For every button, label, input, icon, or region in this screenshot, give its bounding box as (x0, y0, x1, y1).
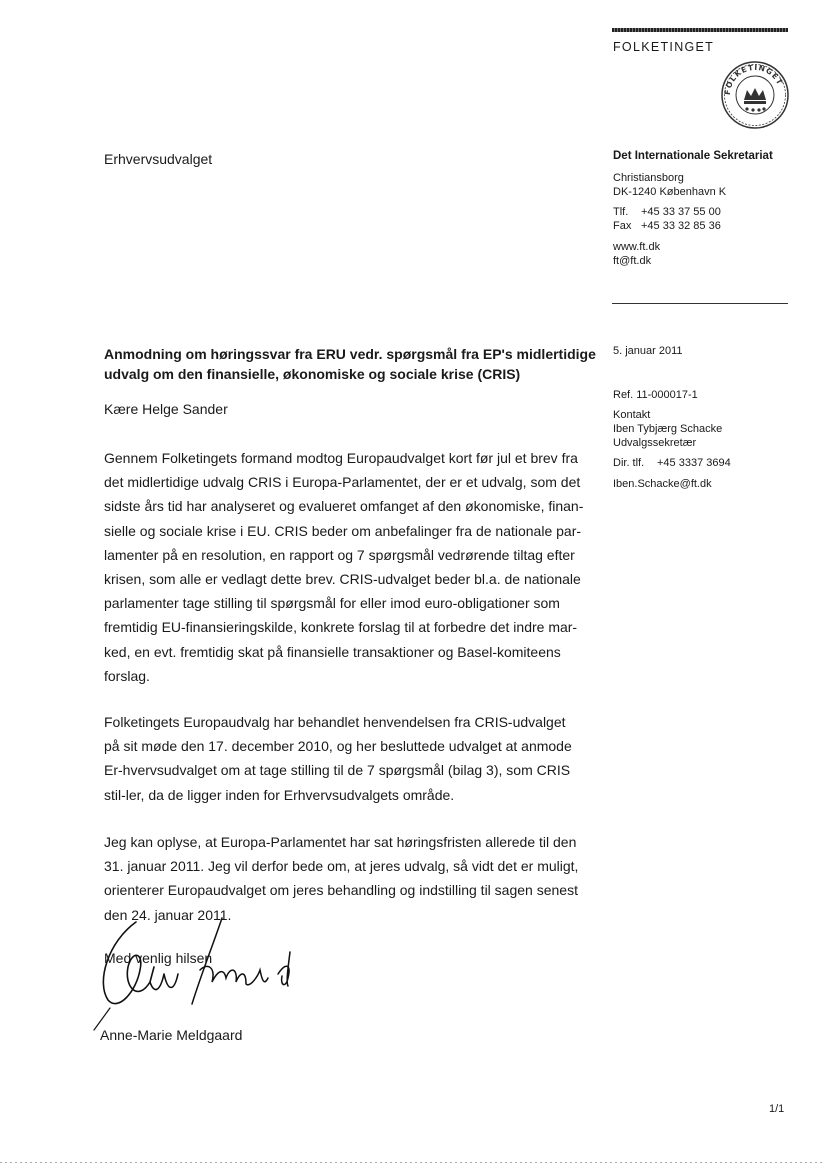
sender-address (613, 171, 726, 199)
letterhead-bar (612, 28, 788, 32)
contact-email: Iben.Schacke@ft.dk (613, 478, 712, 490)
fax-number: +45 33 32 85 36 (641, 220, 721, 232)
contact-title: Udvalgssekretær (613, 437, 697, 449)
svg-text:FOLKETINGET (723, 63, 785, 95)
contact-name: Iben Tybjærg Schacke (613, 423, 723, 435)
signer-name: Anne-Marie Meldgaard (100, 1027, 243, 1043)
header-divider (612, 303, 788, 304)
body-paragraph: Gennem Folketingets formand modtog Europaudvalget kort før jul et brev fra det midlertidige udvalg CRIS i Europa-Parlamentet, der er et udvalg, som det sidste års tid har analyseret og evalueret omfanget af den økonomiske, finan-sielle og sociale krise i EU. CRIS beder om anbefalinger fra de nationale par-lamenter på en resolution, en rapport og 7 spørgsmål vedrørende tiltag efter krisen, som alle er vedlagt dette brev. CRIS-udvalget beder bl.a. de nationale parlamenter tage stilling til spørgsmål for eller imod euro-obligationer som fremtidig EU-finansieringskilde, konkrete forslag til at forbedre det indre mar-ked, en evt. fremtidig skat på finansielle transaktioner og Basel-komiteens forslag. (104, 450, 584, 684)
phone-line (613, 205, 721, 219)
parliament-seal-icon (720, 60, 790, 130)
handwritten-signature (88, 912, 308, 1032)
direct-phone: +45 3337 3694 (657, 457, 731, 469)
org-name: FOLKETINGET (613, 40, 715, 54)
greeting: Kære Helge Sander (104, 401, 228, 417)
page-number: 1/1 (769, 1103, 785, 1115)
fax-label: Fax (613, 220, 632, 232)
address-line: DK-1240 København K (613, 186, 727, 198)
letter-subject: Anmodning om høringssvar fra ERU vedr. spørgsmål fra EP's midlertidige udvalg om den finansielle, økonomiske og sociale krise (CRIS) (104, 346, 596, 382)
phone-number: +45 33 37 55 00 (641, 206, 721, 218)
direct-phone-label: Dir. tlf. (613, 457, 645, 469)
letter-date: 5. januar 2011 (613, 345, 683, 357)
seal-text: FOLKETINGET (722, 62, 785, 96)
body-paragraph: Jeg kan oplyse, at Europa-Parlamentet har sat høringsfristen allerede til den 31. januar 2011. Jeg vil derfor bede om, at jeres udvalg, så vidt det er muligt, orienterer Europaudvalget om jeres behandling og indstilling til sagen senest den 24. januar 2011. (104, 834, 579, 923)
fax-line (613, 219, 721, 233)
web-block (613, 240, 660, 268)
contact-label: Kontakt (613, 409, 651, 421)
recipient: Erhvervsudvalget (104, 151, 213, 167)
scan-edge-line (0, 1162, 825, 1163)
direct-phone-line (613, 456, 731, 470)
closing: Med venlig hilsen (104, 950, 213, 966)
phone-block (613, 205, 721, 233)
body-paragraph: Folketingets Europaudvalg har behandlet henvendelsen fra CRIS-udvalget på sit møde den 17. december 2010, og her besluttede udvalget at anmode Er-hvervsudvalget om at tage stilling til de 7 spørgsmål (bilag 3), som CRIS stil-ler, da de ligger inden for Erhvervsudvalgets område. (104, 714, 572, 803)
website: www.ft.dk (613, 241, 661, 253)
department-name: Det Internationale Sekretariat (613, 150, 773, 162)
reference-number: Ref. 11-000017-1 (613, 389, 698, 401)
phone-label: Tlf. (613, 206, 629, 218)
org-email: ft@ft.dk (613, 255, 652, 267)
address-line: Christiansborg (613, 172, 684, 184)
reference-block (613, 388, 722, 450)
